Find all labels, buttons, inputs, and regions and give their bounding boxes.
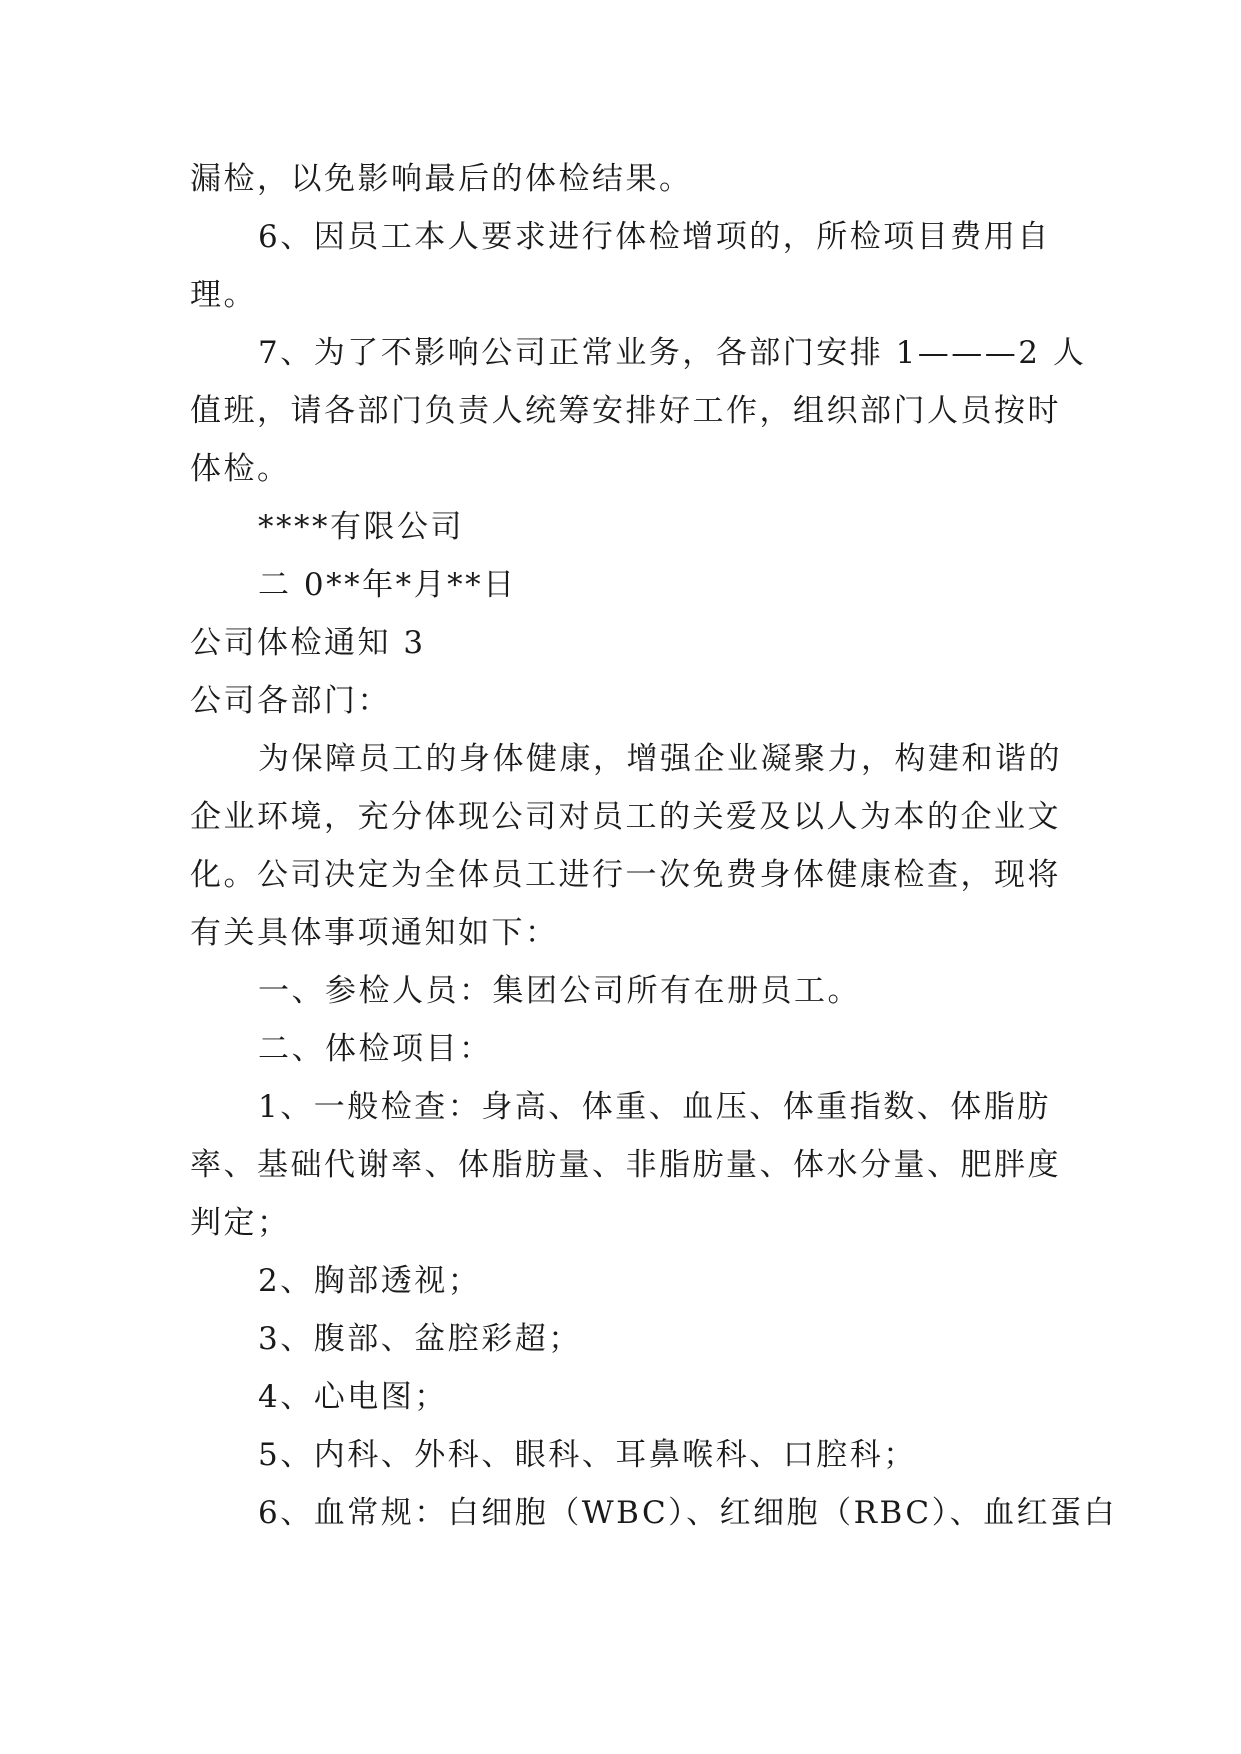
text-line: 7、为了不影响公司正常业务，各部门安排 1———2 人 [258,335,1087,371]
section-title: 公司体检通知 3 [190,625,426,661]
list-item: 6、血常规：白细胞（WBC）、红细胞（RBC）、血红蛋白 [258,1495,1118,1531]
company-signature: ****有限公司 [258,509,464,545]
text-line: 体检。 [190,451,291,487]
text-line: 率、基础代谢率、体脂肪量、非脂肪量、体水分量、肥胖度 [190,1147,1061,1183]
text-line: 二、体检项目： [258,1031,493,1067]
list-item: 5、内科、外科、眼科、耳鼻喉科、口腔科； [258,1437,917,1473]
text-line: 化。公司决定为全体员工进行一次免费身体健康检查，现将 [190,857,1061,893]
text-line: 漏检，以免影响最后的体检结果。 [190,161,693,197]
text-line: 判定； [190,1205,291,1241]
text-line: 一、参检人员：集团公司所有在册员工。 [258,973,861,1009]
date-line: 二 0**年*月**日 [258,567,517,603]
text-line: 理。 [190,277,257,313]
document-page [190,150,1118,1542]
list-item: 4、心电图； [258,1379,448,1415]
salutation: 公司各部门： [190,683,391,719]
text-line: 企业环境，充分体现公司对员工的关爱及以人为本的企业文 [190,799,1061,835]
list-item: 2、胸部透视； [258,1263,482,1299]
list-item: 3、腹部、盆腔彩超； [258,1321,582,1357]
text-line: 有关具体事项通知如下： [190,915,559,951]
text-line: 值班，请各部门负责人统筹安排好工作，组织部门人员按时 [190,393,1061,429]
list-item: 1、一般检查：身高、体重、血压、体重指数、体脂肪 [258,1089,1051,1125]
text-line: 6、因员工本人要求进行体检增项的，所检项目费用自 [258,219,1051,255]
text-line: 为保障员工的身体健康，增强企业凝聚力，构建和谐的 [258,741,1062,777]
